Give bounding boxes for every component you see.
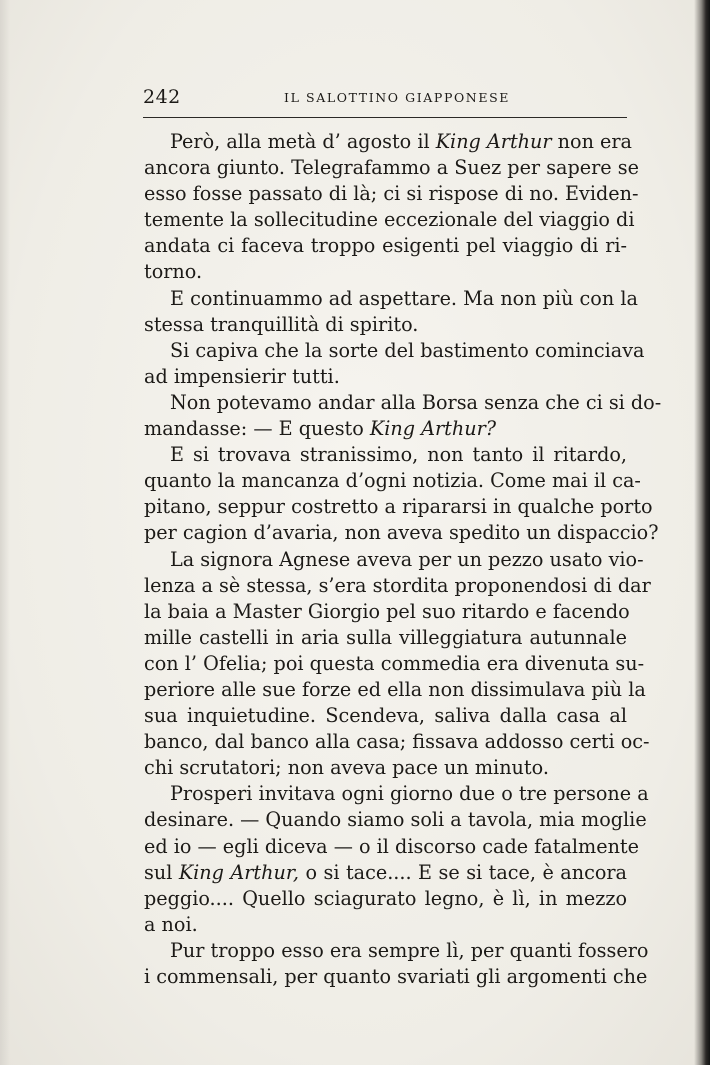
text-line <box>144 703 627 729</box>
italic-title-span: King Arthur? <box>369 417 497 441</box>
text-line <box>144 207 635 233</box>
text-span: Prosperi invitava ogni giorno due o tre persone a <box>170 782 649 806</box>
text-span: La signora Agnese aveva per un pezzo usato vio- <box>170 547 644 571</box>
text-line <box>144 338 645 364</box>
body-text <box>144 129 662 990</box>
text-span: a noi. <box>144 912 198 936</box>
text-line <box>144 390 662 416</box>
text-span: sul <box>144 860 179 884</box>
text-line <box>144 520 659 546</box>
text-span: quanto la mancanza d’ogni notizia. Come mai il ca- <box>144 469 641 493</box>
text-span: o si tace.... E se si tace, è ancora <box>299 860 627 884</box>
text-line <box>144 860 627 886</box>
text-line <box>144 781 649 807</box>
text-line <box>144 494 653 520</box>
text-span: chi scrutatori; non aveva pace un minuto. <box>144 756 549 780</box>
text-span: desinare. — Quando siamo soli a tavola, mia moglie <box>144 808 647 832</box>
text-line <box>144 651 645 677</box>
text-span: Però, alla metà d’ agosto il <box>170 130 436 153</box>
text-line <box>144 625 627 651</box>
text-line <box>144 729 650 755</box>
text-line <box>144 181 639 207</box>
text-span: non era <box>551 130 632 153</box>
page-number: 242 <box>143 86 181 108</box>
text-span: lenza a sè stessa, s’era stordita proponendosi di dar <box>144 573 651 597</box>
header-rule <box>143 117 627 118</box>
text-line <box>144 964 648 990</box>
text-line <box>144 129 632 155</box>
text-span: mille castelli in aria sulla villeggiatura autunnale <box>144 625 627 649</box>
text-line <box>144 259 627 285</box>
text-line <box>144 442 627 468</box>
running-title: IL SALOTTINO GIAPPONESE <box>284 90 510 105</box>
text-span: temente la sollecitudine eccezionale del viaggio di <box>144 208 635 232</box>
text-line <box>144 547 644 573</box>
binding-shadow <box>694 0 710 1065</box>
text-line <box>144 938 649 964</box>
text-span: la baia a Master Giorgio pel suo ritardo e facendo <box>144 599 630 623</box>
text-line <box>144 364 627 390</box>
text-line <box>144 416 627 442</box>
text-span: stessa tranquillità di spirito. <box>144 312 419 336</box>
text-span: ed io — egli diceva — o il discorso cade fatalmente <box>144 834 639 858</box>
text-span: E continuammo ad aspettare. Ma non più con la <box>170 286 638 310</box>
text-line <box>144 312 627 338</box>
text-span: torno. <box>144 260 203 284</box>
text-span: con l’ Ofelia; poi questa commedia era divenuta su- <box>144 651 645 675</box>
text-span: ad impensierir tutti. <box>144 364 340 388</box>
text-span: banco, dal banco alla casa; fissava addosso certi oc- <box>144 730 650 754</box>
page-edge <box>0 0 10 1065</box>
text-span: periore alle sue forze ed ella non dissimulava più la <box>144 677 646 701</box>
text-line <box>144 599 630 625</box>
text-span: per cagion d’avaria, non aveva spedito un dispaccio? <box>144 521 659 545</box>
italic-title-span: King Arthur <box>435 130 552 153</box>
text-span: esso fosse passato di là; ci si rispose di no. Eviden- <box>144 182 639 206</box>
text-span: mandasse: — E questo <box>144 417 370 441</box>
text-line <box>144 286 638 312</box>
text-line <box>144 573 651 599</box>
text-line <box>144 886 627 912</box>
text-span: ancora giunto. Telegrafammo a Suez per sapere se <box>144 156 639 180</box>
text-line <box>144 155 639 181</box>
text-span: peggio.... Quello sciagurato legno, è lì, in mezzo <box>144 886 627 910</box>
text-line <box>144 468 641 494</box>
text-span: i commensali, per quanto svariati gli argomenti che <box>144 965 648 988</box>
text-span: Non potevamo andar alla Borsa senza che ci si do- <box>170 390 662 414</box>
text-span: Si capiva che la sorte del bastimento cominciava <box>170 338 645 362</box>
page-header <box>143 86 627 110</box>
italic-title-span: King Arthur, <box>178 860 300 884</box>
text-line <box>144 912 627 938</box>
text-span: andata ci faceva troppo esigenti pel viaggio di ri- <box>144 234 627 258</box>
text-span: E si trovava stranissimo, non tanto il ritardo, <box>170 443 627 467</box>
text-span: pitano, seppur costretto a ripararsi in qualche porto <box>144 495 653 519</box>
text-span: sua inquietudine. Scendeva, saliva dalla casa al <box>144 704 627 728</box>
text-line <box>144 807 647 833</box>
text-line <box>144 755 627 781</box>
text-line <box>144 677 646 703</box>
text-span: Pur troppo esso era sempre lì, per quanti fossero <box>170 938 649 962</box>
text-line <box>144 834 639 860</box>
text-line <box>144 233 627 259</box>
